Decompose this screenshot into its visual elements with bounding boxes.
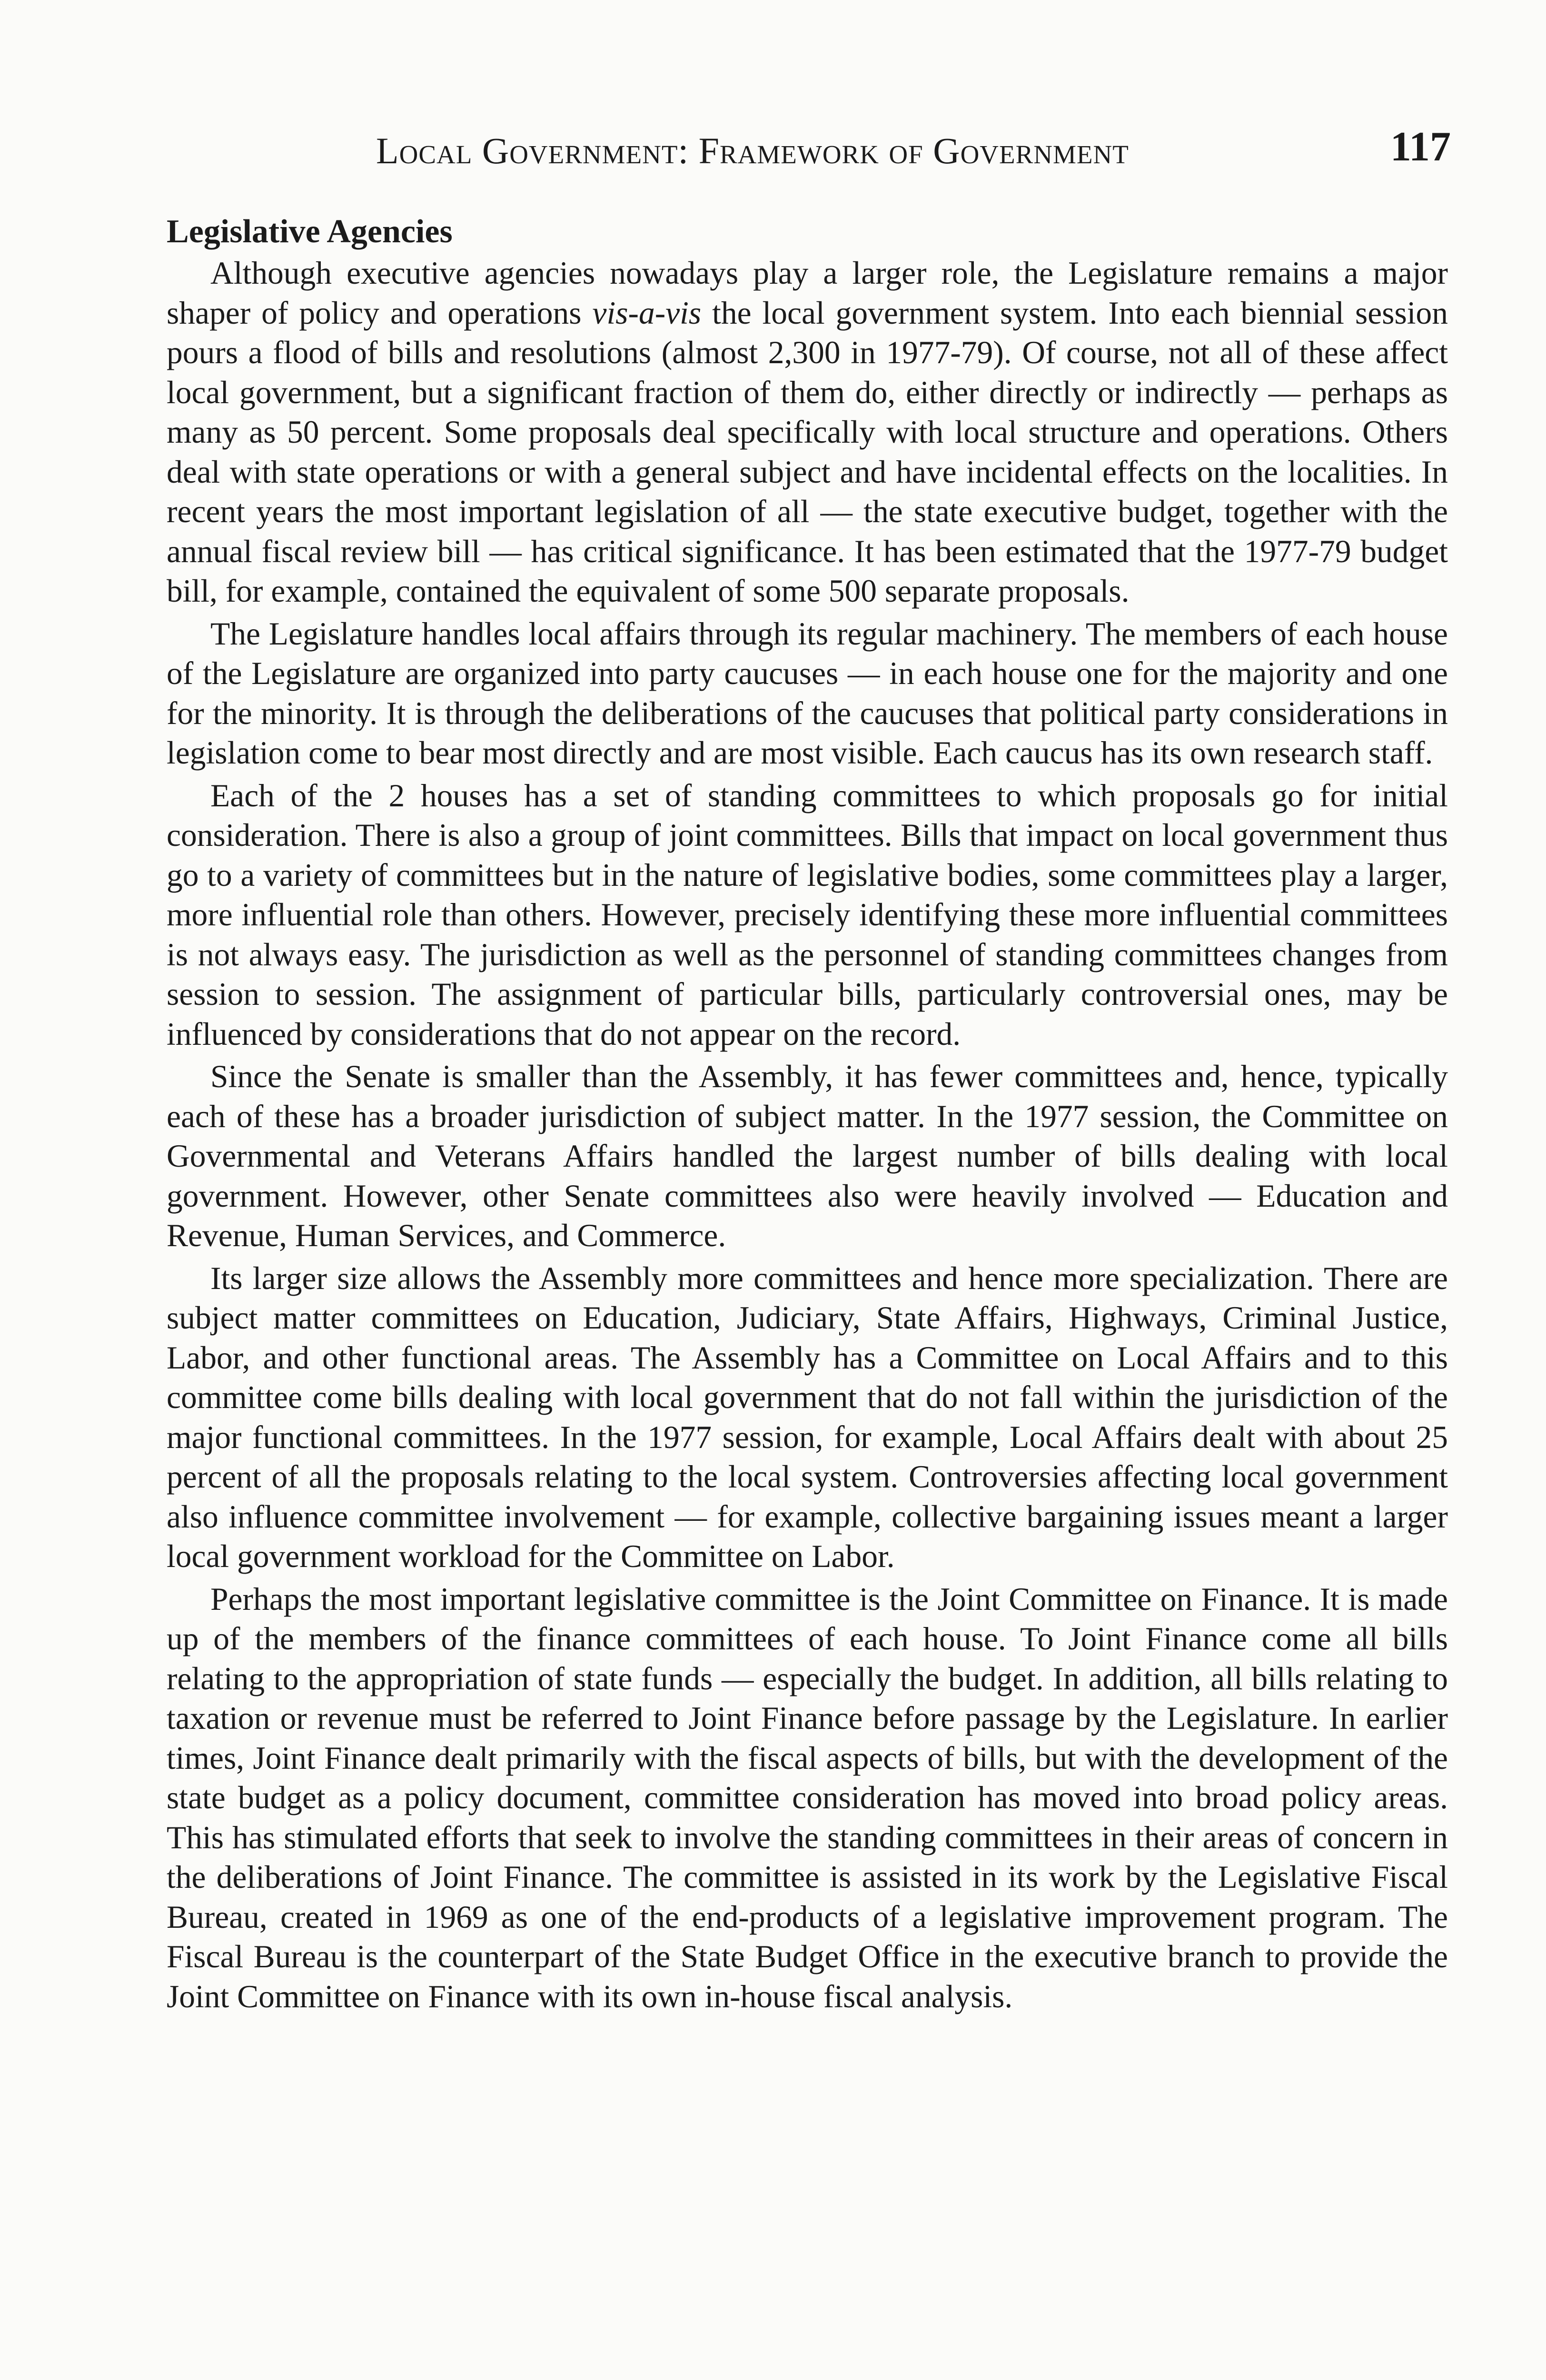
italic-term: vis-a-vis bbox=[592, 295, 702, 331]
paragraph-text: the local government system. Into each biennial session pours a flood of bills and resolutions (almost 2,300 in 1977-79). Of course, not all of these affect local government, but a significant fraction of them do, either directly or indirectly — perhaps as many as 50 percent. Some proposals deal specifically with local structure and operations. Others deal with state operations or with a general subject and have incidental effects on the localities. In recent years the most important legislation of all — the state executive budget, together with the annual fiscal review bill — has critical significance. It has been estimated that the 1977-79 budget bill, for example, contained the equivalent of some 500 separate proposals. bbox=[167, 295, 1448, 609]
section-heading: Legislative Agencies bbox=[167, 213, 453, 250]
running-head bbox=[376, 129, 1129, 172]
paragraph-4: Since the Senate is smaller than the Assembly, it has fewer committees and, hence, typically each of these has a broader jurisdiction of subject matter. In the 1977 session, the Committee on Governmental and Veterans Affairs handled the largest number of bills dealing with local government. However, other Senate committees also were heavily involved — Education and Revenue, Human Services, and Commerce. bbox=[167, 1059, 1448, 1253]
paragraph-3: Each of the 2 houses has a set of standing committees to which proposals go for initial consideration. There is also a group of joint committees. Bills that impact on local government thus go to a variety of committees but in the nature of legislative bodies, some committees play a larger, more influential role than others. However, precisely identifying these more influential committees is not always easy. The jurisdiction as well as the personnel of standing committees changes from session to session. The assignment of particular bills, particularly controversial ones, may be influenced by considerations that do not appear on the record. bbox=[167, 777, 1448, 1052]
paragraph-6: Perhaps the most important legislative committee is the Joint Committee on Finance. It is made up of the members of the finance committees of each house. To Joint Finance come all bills relating to the appropriation of state funds — especially the budget. In addition, all bills relating to taxation or revenue must be referred to Joint Finance before passage by the Legislature. In earlier times, Joint Finance dealt primarily with the fiscal aspects of bills, but with the development of the state budget as a policy document, committee consideration has moved into broad policy areas. This has stimulated efforts that seek to involve the standing committees in their areas of concern in the deliberations of Joint Finance. The committee is assisted in its work by the Legislative Fiscal Bureau, created in 1969 as one of the end-products of a legislative improvement program. The Fiscal Bureau is the counterpart of the State Budget Office in the executive branch to provide the Joint Committee on Finance with its own in-house fiscal analysis. bbox=[167, 1581, 1448, 2014]
paragraph-1 bbox=[167, 253, 1448, 611]
body-text bbox=[167, 210, 1448, 2019]
paragraph-text: Although executive agencies nowadays play a larger role, the Legislature remains a major shaper of policy and operations bbox=[167, 255, 1448, 331]
page-number: 117 bbox=[1390, 124, 1451, 170]
paragraph-2: The Legislature handles local affairs through its regular machinery. The members of each house of the Legislature are organized into party caucuses — in each house one for the majority and one for the minority. It is through the deliberations of the caucuses that political party considerations in legislation come to bear most directly and are most visible. Each caucus has its own research staff. bbox=[167, 615, 1448, 771]
running-title: Local Government: Framework of Government bbox=[376, 130, 1129, 171]
paragraph-5: Its larger size allows the Assembly more committees and hence more specialization. There are subject matter committees on Education, Judiciary, State Affairs, Highways, Criminal Justice, Labor, and other functional areas. The Assembly has a Committee on Local Affairs and to this committee come bills dealing with local government that do not fall within the jurisdiction of the major functional committees. In the 1977 session, for example, Local Affairs dealt with about 25 percent of all the proposals relating to the local system. Controversies affecting local government also influence committee involvement — for example, collective bargaining issues meant a larger local government workload for the Committee on Labor. bbox=[167, 1260, 1448, 1574]
